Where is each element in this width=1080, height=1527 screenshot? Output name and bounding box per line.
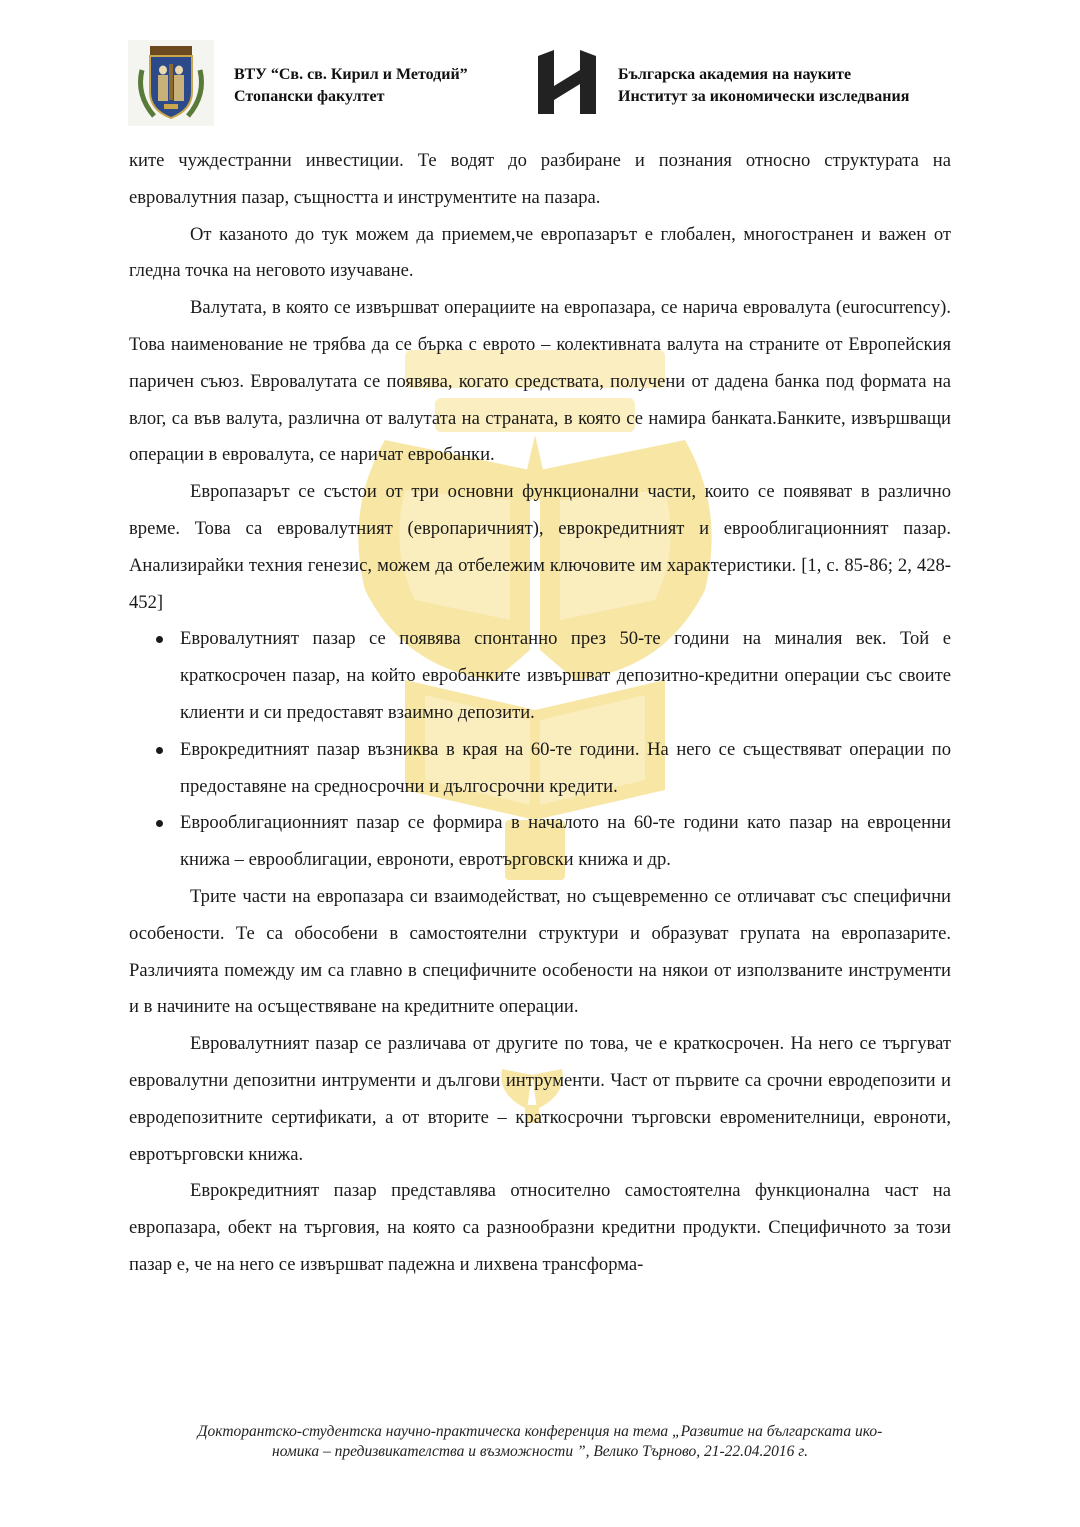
- page-header: [0, 0, 1080, 140]
- paragraph-7: Еврокредитният пазар представлява относително самостоятелна функционална част на европазара, обект на търговия, на която са разнообразни кредитни продукти. Специфичното за този пазар е, че на него се извършват падежна и лихвена трансформа-: [129, 1180, 951, 1275]
- header-university-block: [234, 64, 468, 108]
- paragraph-4: Европазарът се състои от три основни функционални части, които се появяват в различно време. Това са евровалутният (европаричният), еврокредитният и еврооблигационният пазар. Анализирайки техния генезис, можем да отбележим ключовите им характеристики. [1, с. 85-86; 2, 428-452]: [129, 481, 951, 613]
- footer-line-2: номика – предизвикателства и възможности ”, Велико Търново, 21-22.04.2016 г.: [272, 1443, 808, 1460]
- header-academy-name: Българска академия на науките: [618, 66, 852, 83]
- list-item-text: Евровалутният пазар се появява спонтанно през 50-те години на миналия век. Той е краткосрочен пазар, на който евробанките извършват депозитно-кредитни операции със своите клиенти и си предоставят взаимно депозити.: [180, 628, 951, 723]
- header-university-name: ВТУ “Св. св. Кирил и Методий”: [234, 66, 468, 83]
- list-item: [129, 732, 951, 806]
- list-item: [129, 621, 951, 731]
- bullet-icon: [156, 747, 163, 754]
- paragraph-6: Евровалутният пазар се различава от другите по това, че е краткосрочен. На него се търгуват евровалутни депозитни интрументи и дългови интрументи. Част от първите са срочни евродепозити и евродепозитните сертификати, а от вторите – краткосрочни търговски евроменителници, евроноти, евротърговски книжа.: [129, 1033, 951, 1165]
- institute-logo: [538, 50, 596, 114]
- header-institute-name: Институт за икономически изследвания: [618, 88, 910, 105]
- paragraph-2: От казаното до тук можем да приемем,че европазарът е глобален, многостранен и важен от гледна точка на неговото изучаване.: [129, 223, 951, 282]
- paragraph-1: ките чуждестранни инвестиции. Те водят до разбиране и познания относно структурата на евровалутния пазар, същността и инструментите на пазара.: [129, 150, 951, 208]
- header-academy-block: [618, 64, 909, 108]
- header-faculty-name: Стопански факултет: [234, 88, 385, 105]
- university-crest-logo: [128, 40, 214, 126]
- document-body: [129, 143, 951, 1284]
- list-item-text: Еврооблигационният пазар се формира в началото на 60-те години като пазар на евроценни книжа – еврооблигации, евроноти, евротърговски книжа и др.: [180, 812, 951, 871]
- list-item: [129, 805, 951, 879]
- bullet-icon: [156, 820, 163, 827]
- bullet-icon: [156, 636, 163, 643]
- market-parts-list: [129, 621, 951, 879]
- list-item-text: Еврокредитният пазар възниква в края на 60-те години. На него се съществяват операции по предоставяне на средносрочни и дългосрочни кредити.: [180, 738, 951, 797]
- footer-line-1: Докторантско-студентска научно-практическа конференция на тема „Развитие на българската ико-: [197, 1423, 883, 1440]
- paragraph-5: Трите части на европазара си взаимодействат, но същевременно се отличават със специфични особености. Те са обособени в самостоятелни структури и образуват групата на европазарите. Различията помежду им са главно в специфичните особености на някои от използваните инструменти и в начините на осъществяване на кредитните операции.: [129, 885, 951, 1018]
- paragraph-3: Валутата, в която се извършват операциите на европазара, се нарича евровалута (eurocurrency). Това наименование не трябва да се бърка с еврото – колективната валута на страните от Европейския паричен съюз. Евровалутата се появява, когато средствата, получени от дадена банка под формата на влог, са във валута, различна от валутата на страната, в която се намира банката.Банките, извършващи операции в евровалута, се наричат евробанки.: [129, 297, 951, 466]
- page-footer: [110, 1422, 970, 1462]
